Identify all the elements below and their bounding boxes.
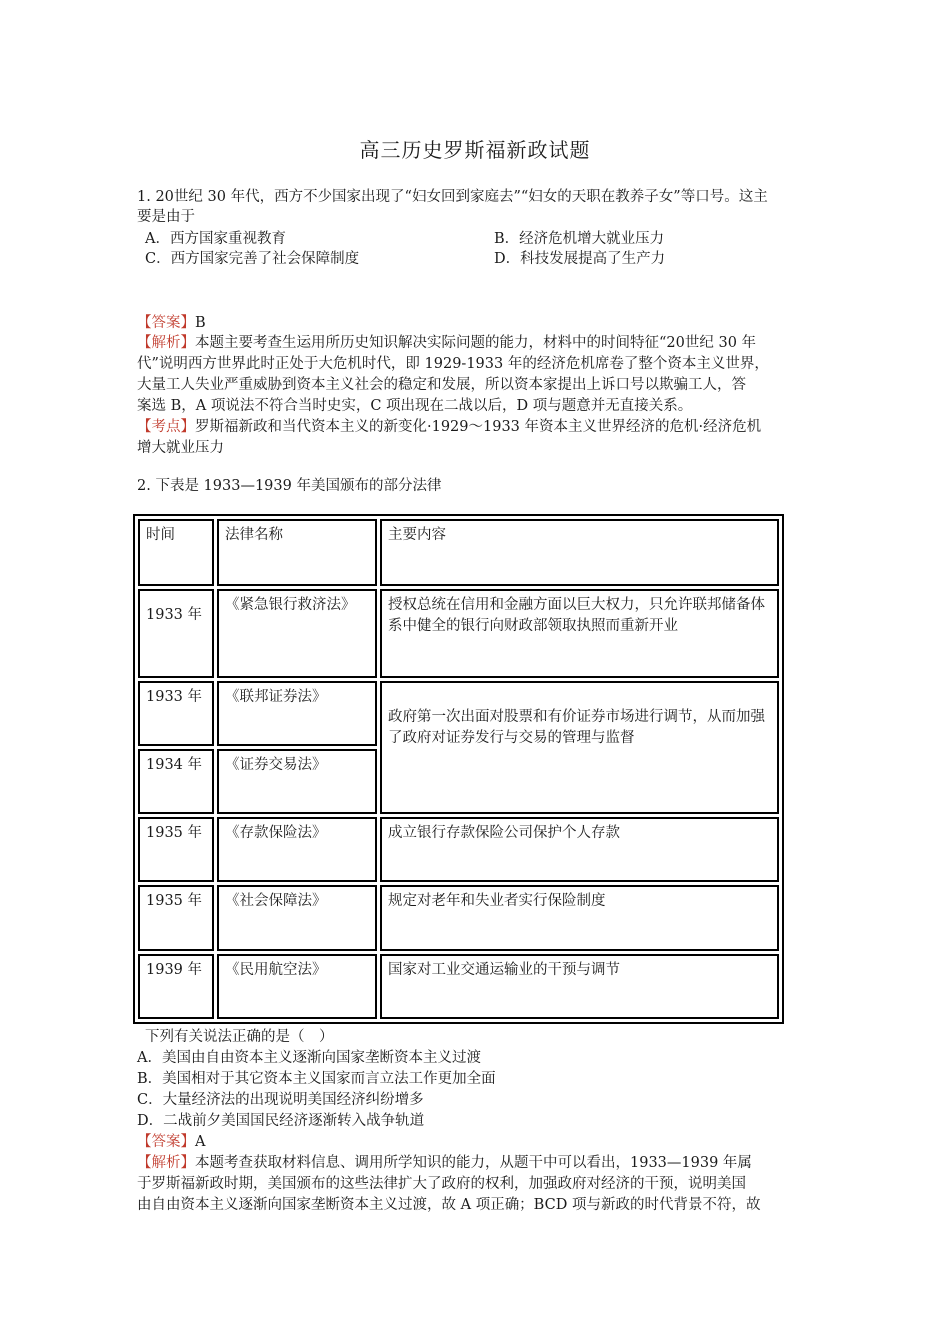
table-row [138, 885, 779, 950]
q1-analysis-line1 [137, 333, 756, 353]
row-content: 规定对老年和失业者实行保险制度 [380, 885, 779, 950]
row-law: 《民用航空法》 [217, 954, 377, 1019]
q1-answer [137, 313, 206, 333]
answer-tag: 【答案】 [137, 1134, 195, 1150]
row-content: 成立银行存款保险公司保护个人存款 [380, 817, 779, 882]
row-law: 《联邦证券法》 [217, 681, 377, 746]
row-law: 《社会保障法》 [217, 885, 377, 950]
row-year: 1935 年 [138, 885, 214, 950]
analysis-text: 本题考查获取材料信息、调用所学知识的能力，从题干中可以看出，1933—1939 年属 [195, 1155, 752, 1171]
row-year: 1935 年 [138, 817, 214, 882]
row-year: 1939 年 [138, 954, 214, 1019]
q1-option-b: B．经济危机增大就业压力 [494, 231, 665, 247]
q1-point-line2: 增大就业压力 [137, 440, 224, 456]
row-year: 1934 年 [138, 749, 214, 814]
row-law: 《存款保险法》 [217, 817, 377, 882]
point-tag: 【考点】 [137, 419, 195, 435]
row-law: 《证券交易法》 [217, 749, 377, 814]
q2-analysis-line1 [137, 1153, 752, 1173]
answer-value: B [195, 315, 206, 331]
table-header-row [138, 519, 779, 586]
row-content: 授权总统在信用和金融方面以巨大权力，只允许联邦储备体系中健全的银行向财政部领取执照而重新开业 [380, 589, 779, 677]
q2-option-c: C．大量经济法的出现说明美国经济纠纷增多 [137, 1092, 424, 1108]
answer-value: A [195, 1134, 206, 1150]
row-year: 1933 年 [138, 589, 214, 677]
analysis-tag: 【解析】 [137, 335, 195, 351]
q1-option-c: C．西方国家完善了社会保障制度 [145, 251, 360, 267]
row-law: 《紧急银行救济法》 [217, 589, 377, 677]
q2-option-d: D．二战前夕美国国民经济逐渐转入战争轨道 [137, 1113, 425, 1129]
page-title: 高三历史罗斯福新政试题 [359, 138, 591, 162]
header-time: 时间 [138, 519, 214, 586]
header-law: 法律名称 [217, 519, 377, 586]
analysis-tag: 【解析】 [137, 1155, 195, 1171]
q1-option-d: D．科技发展提高了生产力 [494, 251, 666, 267]
q2-option-b: B．美国相对于其它资本主义国家而言立法工作更加全面 [137, 1071, 496, 1087]
table-row [138, 954, 779, 1019]
row-content-merged: 政府第一次出面对股票和有价证券市场进行调节，从而加强了政府对证券发行与交易的管理与监督 [380, 681, 779, 814]
row-content: 国家对工业交通运输业的干预与调节 [380, 954, 779, 1019]
q2-analysis-line3: 由自由资本主义逐渐向国家垄断资本主义过渡，故 A 项正确；BCD 项与新政的时代背景不符，故 [137, 1197, 761, 1213]
q2-analysis-line2: 于罗斯福新政时期，美国颁布的这些法律扩大了政府的权利，加强政府对经济的干预，说明美国 [137, 1176, 746, 1192]
analysis-text: 本题主要考查生运用所历史知识解决实际问题的能力，材料中的时间特征“20世纪 30 年 [195, 335, 757, 351]
row-year: 1933 年 [138, 681, 214, 746]
q1-analysis-line2: 代”说明西方世界此时正处于大危机时代，即 1929-1933 年的经济危机席卷了整个资本主义世界， [137, 356, 769, 372]
q1-analysis-line4: 案选 B，A 项说法不符合当时史实，C 项出现在二战以后，D 项与题意并无直接关系。 [137, 398, 693, 414]
point-text: 罗斯福新政和当代资本主义的新变化·1929～1933 年资本主义世界经济的危机·经济危机 [195, 419, 762, 435]
table-row [138, 589, 779, 677]
q1-option-a: A．西方国家重视教育 [145, 231, 286, 247]
q1-stem-line1: 1. 20世纪 30 年代，西方不少国家出现了“妇女回到家庭去”“妇女的天职在教养子女”等口号。这主 [137, 189, 768, 205]
q2-answer [137, 1132, 205, 1152]
q2-option-a: A．美国由自由资本主义逐渐向国家垄断资本主义过渡 [137, 1050, 481, 1066]
table-row [138, 817, 779, 882]
q2-intro: 2. 下表是 1933—1939 年美国颁布的部分法律 [137, 478, 442, 494]
q1-stem-line2: 要是由于 [137, 209, 195, 225]
q1-point-line1 [137, 417, 761, 437]
table-row [138, 681, 779, 746]
header-content: 主要内容 [380, 519, 779, 586]
answer-tag: 【答案】 [137, 315, 195, 331]
q1-analysis-line3: 大量工人失业严重威胁到资本主义社会的稳定和发展，所以资本家提出上诉口号以欺骗工人，答 [137, 377, 746, 393]
q2-question: 下列有关说法正确的是（ ） [145, 1029, 334, 1045]
laws-table [133, 514, 784, 1024]
